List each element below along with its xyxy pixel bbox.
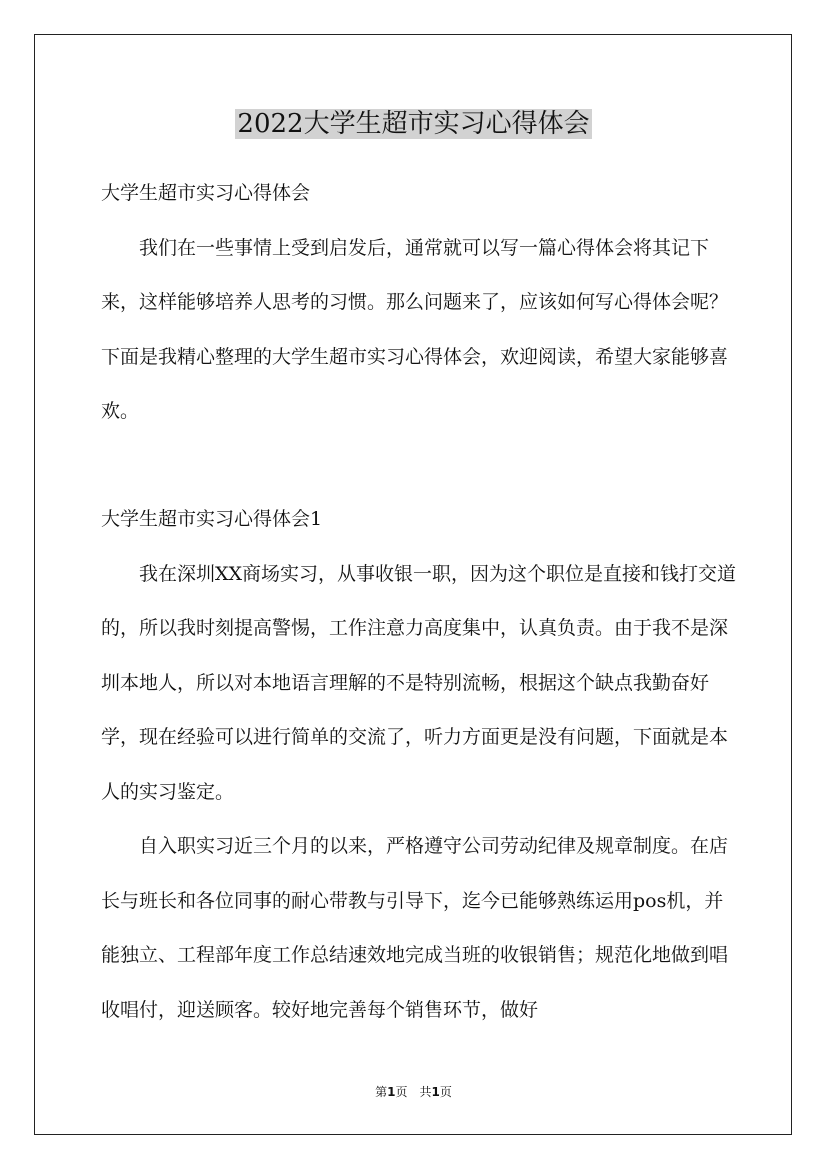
page-footer [0, 1083, 827, 1101]
body-paragraph: 自入职实习近三个月的以来，严格遵守公司劳动纪律及规章制度。在店长与班长和各位同事的耐心带教与引导下，迄今已能够熟练运用pos机，并能独立、工程部年度工作总结速效地完成当班的收银销售；规范化地做到唱收唱付，迎送顾客。较好地完善每个销售环节，做好 [101, 835, 729, 1021]
intro-paragraph: 我们在一些事情上受到启发后，通常就可以写一篇心得体会将其记下来，这样能够培养人思考的习惯。那么问题来了，应该如何写心得体会呢？下面是我精心整理的大学生超市实习心得体会，欢迎阅读，希望大家能够喜欢。 [101, 236, 729, 422]
footer-suffix: 页 [439, 1085, 452, 1099]
intro-block [101, 166, 741, 439]
footer-page-total: 1 [431, 1085, 440, 1099]
section-block [101, 492, 741, 1037]
document-title [0, 104, 827, 144]
document-title-text: 2022大学生超市实习心得体会 [237, 109, 590, 139]
footer-mid: 页 共 [395, 1085, 432, 1099]
footer-prefix: 第 [375, 1085, 388, 1099]
footer-page-current: 1 [387, 1085, 396, 1099]
intro-heading: 大学生超市实习心得体会 [101, 182, 311, 204]
body-paragraph: 我在深圳XX商场实习，从事收银一职，因为这个职位是直接和钱打交道的，所以我时刻提高警惕，工作注意力高度集中，认真负责。由于我不是深圳本地人，所以对本地语言理解的不是特别流畅，根据这个缺点我勤奋好学，现在经验可以进行简单的交流了，听力方面更是没有问题，下面就是本人的实习鉴定。 [101, 562, 737, 803]
section-heading: 大学生超市实习心得体会1 [101, 508, 323, 530]
